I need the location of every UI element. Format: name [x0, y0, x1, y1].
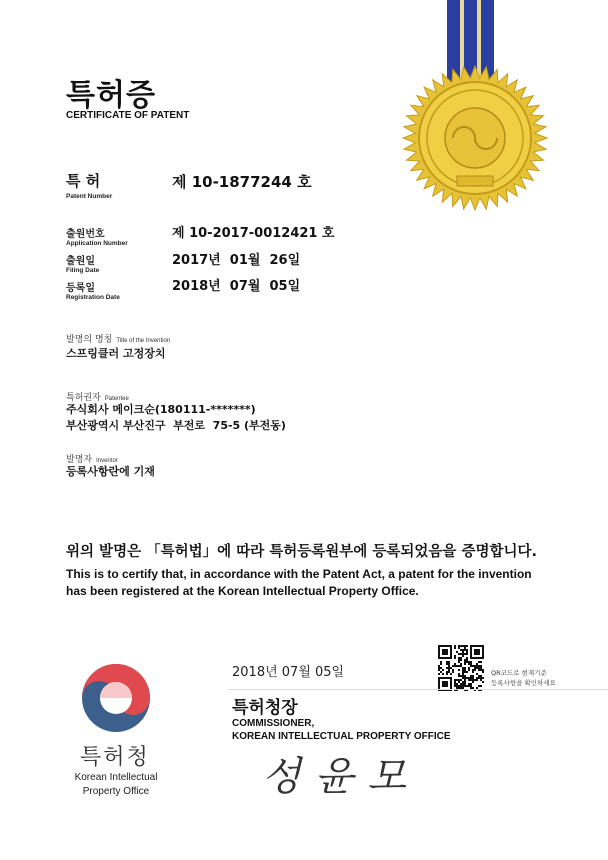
certificate-title-en: CERTIFICATE OF PATENT	[66, 110, 190, 121]
patent-number-label	[66, 170, 112, 200]
certification-ko: 위의 발명은 「특허법」에 따라 특허등록원부에 등록되었음을 증명합니다.	[66, 544, 537, 560]
invention-label	[66, 332, 170, 345]
kipo-name-ko: 특허청	[80, 745, 150, 770]
registration-label-en: Registration Date	[66, 294, 120, 301]
certification-en-line1: This is to certify that, in accordance with the Patent Act, a patent for the invention	[66, 567, 532, 581]
registration-date-value: 2018년 07월 05일	[172, 279, 301, 294]
application-number-value: 제 10-2017-0012421 호	[172, 226, 335, 241]
commissioner-title-en	[232, 717, 451, 743]
inventor-label-en: Inventor	[96, 458, 118, 464]
kipo-logo	[78, 660, 154, 736]
patentee-address: 부산광역시 부산진구 부전로 75-5 (부전동)	[66, 419, 286, 432]
qr-note-line1: QR코드로 현재기준	[491, 669, 547, 677]
patentee-label-en: Patentee	[104, 396, 129, 402]
commissioner-signature: 성윤모	[262, 754, 420, 800]
application-label	[66, 225, 128, 247]
patent-label-en: Patent Number	[66, 193, 113, 200]
kipo-name-en-line1: Korean Intellectual	[74, 772, 158, 783]
invention-label-ko: 발명의 명칭	[66, 335, 113, 345]
patent-label-ko: 특 허	[66, 172, 101, 190]
invention-title-value: 스프링클러 고정장치	[66, 347, 166, 360]
certification-en-line2: has been registered at the Korean Intellectual Property Office.	[66, 584, 419, 598]
issue-date: 2018년 07월 05일	[232, 665, 345, 680]
qr-code	[438, 645, 484, 691]
patentee-label-ko: 특허권자	[66, 393, 101, 403]
patentee-name: 주식회사 메이크순(180111-*******)	[66, 403, 256, 416]
filing-label-en: Filing Date	[66, 267, 100, 274]
gold-seal	[395, 0, 555, 220]
taegeuk-icon	[78, 660, 154, 736]
filing-label-ko: 출원일	[66, 256, 95, 267]
qr-note-line2: 등록사항을 확인하세요	[491, 679, 556, 687]
application-label-ko: 출원번호	[66, 229, 105, 240]
qr-note	[491, 668, 556, 688]
application-label-en: Application Number	[66, 240, 128, 247]
kipo-name-en	[56, 771, 176, 799]
patent-number-value: 제 10-1877244 호	[172, 173, 312, 191]
filing-label	[66, 252, 99, 274]
kipo-name-en-line2: Property Office	[82, 786, 150, 797]
filing-date-value: 2017년 01월 26일	[172, 253, 301, 268]
invention-label-en: Title of the Invention	[116, 338, 171, 344]
commissioner-title-ko: 특허청장	[232, 698, 298, 718]
inventor-value: 등록사항란에 기재	[66, 465, 155, 478]
registration-label-ko: 등록일	[66, 283, 95, 294]
commissioner-title-en-line2: KOREAN INTELLECTUAL PROPERTY OFFICE	[232, 731, 451, 742]
registration-label	[66, 279, 120, 301]
divider	[228, 689, 608, 690]
certificate-title-ko: 특허증	[66, 78, 156, 113]
commissioner-title-en-line1: COMMISSIONER,	[232, 718, 315, 729]
inventor-label-ko: 발명자	[66, 455, 93, 465]
